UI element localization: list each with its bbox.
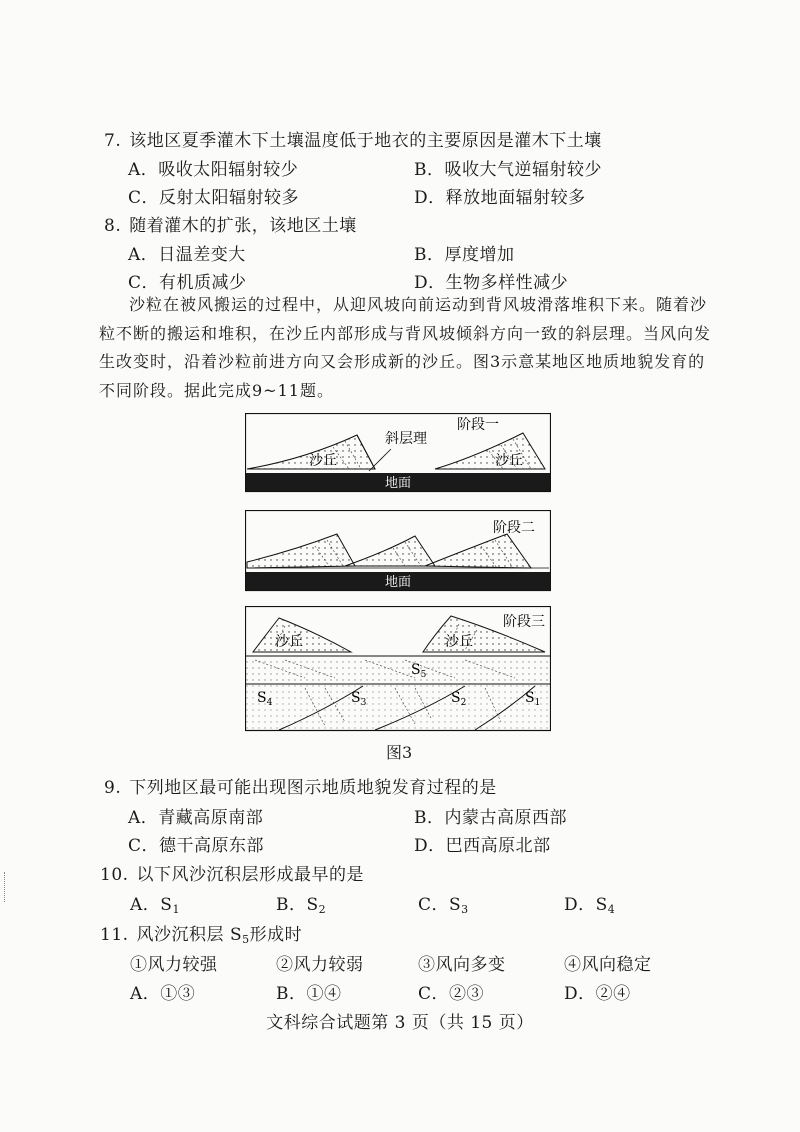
q11-statement-3: ③风向多变 <box>418 955 506 975</box>
q9-option-b: B．内蒙古高原西部 <box>414 808 567 828</box>
figure-stage-1 <box>245 413 551 493</box>
q9-option-c: C．德干高原东部 <box>128 836 265 856</box>
q9-option-a: A．青藏高原南部 <box>128 808 264 828</box>
q10-option-d: D．$S_4$ <box>564 895 616 916</box>
q7-option-a: A．吸收太阳辐射较少 <box>128 160 299 180</box>
question-number: 11. <box>100 925 129 945</box>
question-10-stem <box>100 860 364 885</box>
label-s2: $S_2$ <box>451 690 467 708</box>
question-number: 7. <box>104 131 122 151</box>
label-dune-right: 沙丘 <box>495 453 523 469</box>
question-number: 10. <box>100 865 129 885</box>
binding-margin-marks <box>4 872 7 902</box>
question-text: 以下风沙沉积层形成最早的是 <box>136 865 365 885</box>
q10-option-a: A．$S_1$ <box>130 895 180 916</box>
q11-option-a: A．①③ <box>130 984 196 1004</box>
question-text: 随着灌木的扩张，该地区土壤 <box>129 216 357 236</box>
q11-statement-4: ④风向稳定 <box>564 955 652 975</box>
q11-option-b: B．①④ <box>276 984 342 1004</box>
q8-option-b: B．厚度增加 <box>414 245 515 265</box>
label-dune-left: 沙丘 <box>309 453 337 469</box>
question-9-stem <box>104 773 497 798</box>
label-s1: $S_1$ <box>525 690 541 708</box>
label-dune-left: 沙丘 <box>275 634 303 650</box>
label-ground: 地面 <box>385 575 412 590</box>
q7-option-c: C．反射太阳辐射较多 <box>128 188 300 208</box>
page-footer: 文科综合试题第 3 页（共 15 页） <box>266 1013 534 1033</box>
q11-option-d: D．②④ <box>564 984 631 1004</box>
question-number: 8. <box>104 216 122 236</box>
q9-option-d: D．巴西高原北部 <box>414 836 551 856</box>
label-s5: $S_5$ <box>411 662 427 680</box>
q8-option-d: D．生物多样性减少 <box>414 273 569 293</box>
q8-option-c: C．有机质减少 <box>128 273 247 293</box>
question-text: 下列地区最可能出现图示地质地貌发育过程的是 <box>129 778 497 798</box>
label-cross-bedding: 斜层理 <box>385 431 427 447</box>
stage-1-title: 阶段一 <box>457 417 499 433</box>
q7-option-d: D．释放地面辐射较多 <box>414 188 586 208</box>
question-11-stem: 11. 风沙沉积层 $S_5$形成时 <box>100 925 303 946</box>
label-dune-right: 沙丘 <box>445 634 473 650</box>
stage-2-title: 阶段二 <box>493 520 535 536</box>
q8-option-a: A．日温差变大 <box>128 245 246 265</box>
label-s3: $S_3$ <box>351 690 367 708</box>
q10-option-b: B．$S_2$ <box>276 895 327 916</box>
question-text: 该地区夏季灌木下土壤温度低于地衣的主要原因是灌木下土壤 <box>129 131 602 151</box>
question-8-stem <box>104 211 357 236</box>
reading-passage: 沙粒在被风搬运的过程中，从迎风坡向前运动到背风坡滑落堆积下来。随着沙粒不断的搬运和堆积，在沙丘内部形成与背风坡倾斜方向一致的斜层理。当风向发生改变时，沿着沙粒前进方向又会形成新的沙丘。图3示意某地区地质地貌发育的不同阶段。据此完成9~11题。 <box>99 295 712 400</box>
q10-option-c: C．$S_3$ <box>418 895 469 916</box>
q11-option-c: C．②③ <box>418 984 485 1004</box>
question-number: 9. <box>104 778 122 798</box>
q11-statement-1: ①风力较强 <box>130 955 218 975</box>
stage-3-title: 阶段三 <box>503 614 545 630</box>
label-s4: $S_4$ <box>257 690 273 708</box>
figure-stage-3 <box>245 606 551 732</box>
question-7-stem <box>104 126 602 151</box>
figure-stage-2 <box>245 510 551 592</box>
q7-option-b: B．吸收大气逆辐射较少 <box>414 160 602 180</box>
figure-caption: 图3 <box>386 743 413 762</box>
q11-statement-2: ②风力较弱 <box>276 955 364 975</box>
label-ground: 地面 <box>385 476 412 491</box>
